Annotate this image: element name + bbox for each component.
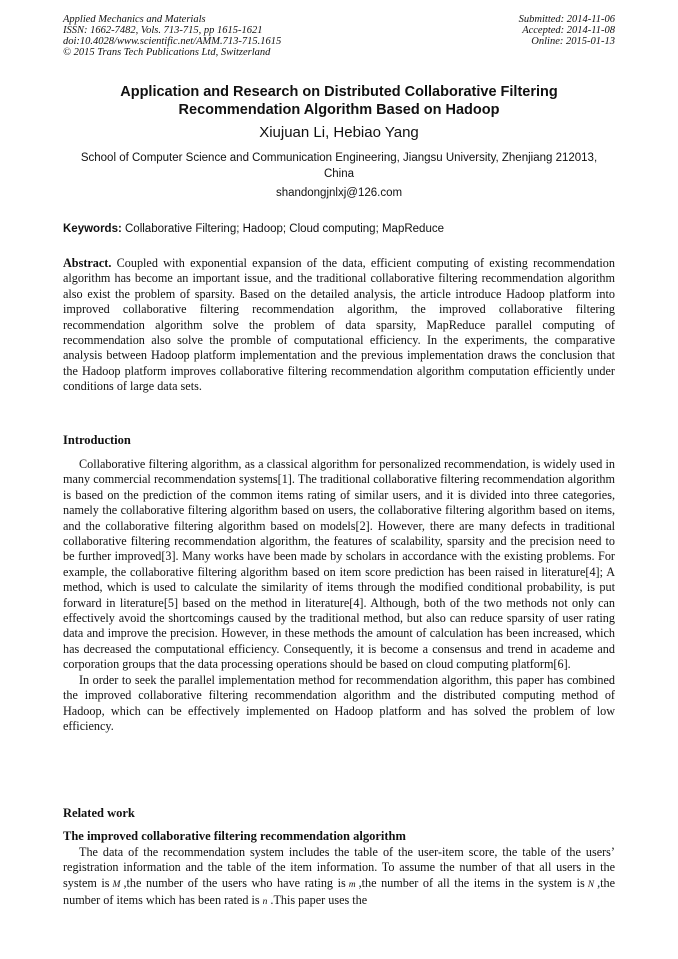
sub-text-b: ,the number of the users who have rating is: [123, 875, 346, 890]
keywords-label: Keywords:: [63, 223, 122, 235]
title-line-2: Recommendation Algorithm Based on Hadoop: [178, 102, 500, 118]
sub-text-c: ,the number of all the items in the system is: [358, 875, 585, 890]
doi-line: doi:10.4028/www.scientific.net/AMM.713-715.1615: [63, 36, 282, 47]
sub-text-d: ,the number of items which has been rated is: [63, 875, 616, 908]
subsection-paragraph-1: [63, 845, 615, 911]
copyright-line: © 2015 Trans Tech Publications Ltd, Switzerland: [63, 47, 271, 58]
online-date: Online: 2015-01-13: [531, 36, 615, 47]
paper-title: [63, 83, 615, 119]
var-m: m: [348, 879, 356, 890]
intro-paragraph-1: Collaborative filtering algorithm, as a classical algorithm for personalized recommendation, is widely used in many commercial recommendation systems[1]. The traditional collaborative filtering recommendation algorithm is based on the prediction of the common items rating of similar users, and it is divided into three categories, namely the collaborative filtering algorithm based on users, the collaborative filtering algorithm based on items, and the collaborative filtering algorithm based on models[2]. However, there are many defects in traditional collaborative filtering recommendation algorithm, the features of scalability, sparsity and the precision need to be further improved[3]. Many works have been made by scholars in accordance with the existing problems. For example, the collaborative filtering algorithm based on item score prediction has been raised in literature[4]; A method, which is used to calculate the similarity of items through the modified conditional probability, is put forward in literature[5] based on the method in literature[4]. Although, both of the two methods not only can effectively avoid the shortcomings caused by the traditional method, but also can reduce sparsity of user rating data and improve the precision. However, in these methods the amount of calculation has been increased, which has decreased the computational efficiency. Consequently, it is become a consensus and trend in academe and corporation groups that the data processing operations should be based on cloud computing platform[6].: [63, 457, 615, 672]
introduction-heading: Introduction: [63, 433, 131, 447]
subsection-heading: The improved collaborative filtering recommendation algorithm: [63, 829, 406, 843]
abstract-text: Coupled with exponential expansion of the data, efficient computing of existing recommendation algorithm has become an important issue, and the traditional collaborative filtering recommendation algorithm also exist the problem of sparsity. Based on the detailed analysis, the article introduce Hadoop platform into improved collaborative filtering recommendation algorithm, the improved collaborative filtering recommendation algorithm solve the problem of data sparsity, MapReduce parallel computing of recommendation also solve the promble of computational efficiency. In the experiments, the comparative analysis between Hadoop platform implementation and the previous implementation draws the conclusion that the Hadoop platform improves collaborative filtering recommendation algorithm computation efficiently under conditions of large data sets.: [63, 256, 615, 394]
author-email: shandongjnlxj@126.com: [275, 187, 403, 199]
sub-text-e: .This paper uses the: [270, 893, 368, 908]
abstract-label: Abstract.: [63, 256, 112, 270]
keywords-text: Collaborative Filtering; Hadoop; Cloud computing; MapReduce: [125, 223, 444, 235]
sub-text-a: The data of the recommendation system includes the table of the user-item score, the table of the users’ registration information and the table of the item information. To assume the number of that all users in the system is: [63, 845, 615, 890]
abstract-block: [63, 256, 615, 395]
journal-name: Applied Mechanics and Materials: [63, 14, 206, 25]
affiliation: School of Computer Science and Communication Engineering, Jiangsu University, Zhenjiang 212013, China: [80, 152, 598, 180]
accepted-date: Accepted: 2014-11-08: [522, 25, 615, 36]
issn-line: ISSN: 1662-7482, Vols. 713-715, pp 1615-1621: [63, 25, 263, 36]
subsection-body: [63, 845, 615, 911]
journal-header-left: [63, 14, 281, 58]
title-line-1: Application and Research on Distributed Collaborative Filtering: [120, 84, 558, 100]
keywords-line: [63, 221, 615, 237]
submitted-date: Submitted: 2014-11-06: [518, 14, 615, 25]
var-n: n: [262, 897, 268, 908]
intro-paragraph-2: In order to seek the parallel implementation method for recommendation algorithm, this paper has combined the improved collaborative filtering recommendation algorithm and the distributed computing method of Hadoop, which can be effectively implemented on Hadoop platform and has solved the problem of low efficiency.: [63, 672, 615, 733]
authors: Xiujuan Li, Hebiao Yang: [259, 124, 419, 141]
journal-header-right: [519, 14, 615, 47]
var-M: M: [112, 879, 121, 890]
var-N: N: [587, 879, 595, 890]
related-work-heading: Related work: [63, 806, 135, 820]
introduction-body: [63, 457, 615, 734]
